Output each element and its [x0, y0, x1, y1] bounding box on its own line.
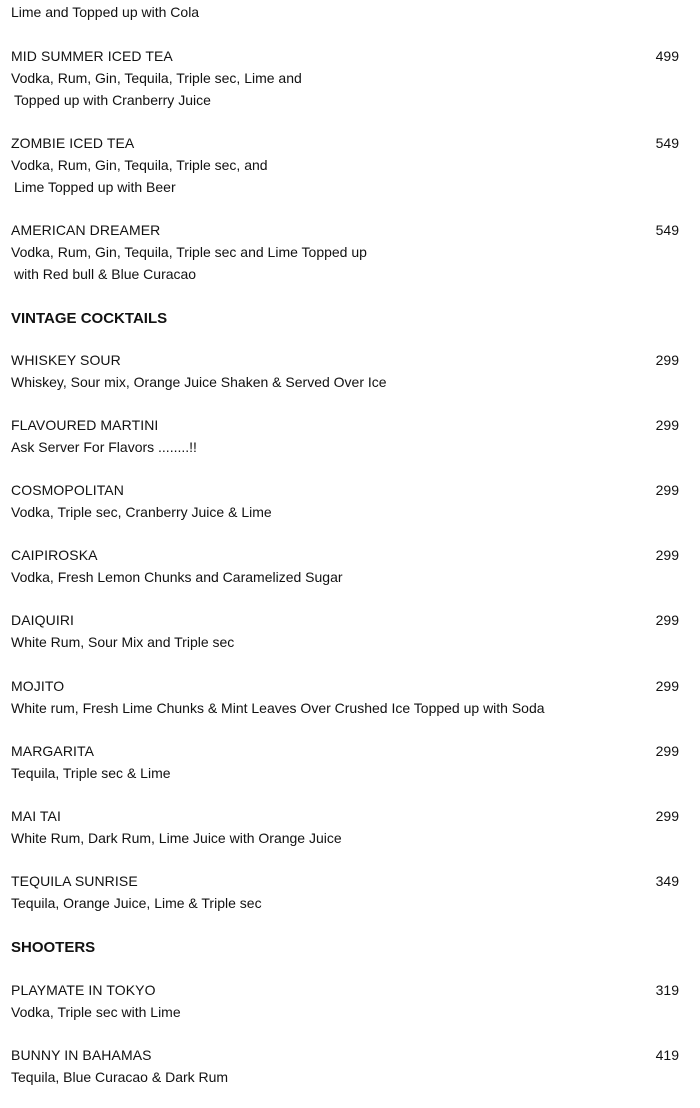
- item-description: Tequila, Orange Juice, Lime & Triple sec: [11, 895, 262, 911]
- item-description: White Rum, Dark Rum, Lime Juice with Orange Juice: [11, 830, 342, 846]
- section-title-vintage-cocktails: VINTAGE COCKTAILS: [11, 310, 168, 327]
- item-price: 299: [655, 678, 679, 694]
- item-price: 349: [655, 873, 679, 889]
- item-description: White Rum, Sour Mix and Triple sec: [11, 634, 235, 650]
- item-price: 549: [655, 222, 679, 238]
- item-name: FLAVOURED MARTINI: [11, 417, 159, 433]
- item-price: 299: [655, 612, 679, 628]
- item-price: 299: [655, 482, 679, 498]
- item-description: Vodka, Rum, Gin, Tequila, Triple sec and Lime Topped up: [11, 244, 367, 260]
- item-description-continued: Lime and Topped up with Cola: [11, 4, 200, 20]
- item-description: Vodka, Fresh Lemon Chunks and Caramelized Sugar: [11, 569, 343, 585]
- item-price: 499: [655, 48, 679, 64]
- item-name: MID SUMMER ICED TEA: [11, 48, 173, 64]
- item-name: MARGARITA: [11, 743, 95, 759]
- item-description: Vodka, Rum, Gin, Tequila, Triple sec, and: [11, 157, 268, 173]
- item-name: TEQUILA SUNRISE: [11, 873, 138, 889]
- section-title-shooters: SHOOTERS: [11, 939, 96, 956]
- item-description: Tequila, Blue Curacao & Dark Rum: [11, 1069, 229, 1085]
- item-description: Ask Server For Flavors ........!!: [11, 439, 197, 455]
- item-description: Tequila, Triple sec & Lime: [11, 765, 171, 781]
- item-price: 299: [655, 808, 679, 824]
- item-price: 319: [655, 982, 679, 998]
- item-name: CAIPIROSKA: [11, 547, 98, 563]
- item-price: 299: [655, 352, 679, 368]
- item-name: AMERICAN DREAMER: [11, 222, 161, 238]
- item-name: COSMOPOLITAN: [11, 482, 124, 498]
- item-description: Whiskey, Sour mix, Orange Juice Shaken & Served Over Ice: [11, 374, 387, 390]
- item-name: WHISKEY SOUR: [11, 352, 121, 368]
- item-description: with Red bull & Blue Curacao: [14, 266, 197, 282]
- item-name: BUNNY IN BAHAMAS: [11, 1047, 152, 1063]
- item-description: Vodka, Triple sec with Lime: [11, 1004, 181, 1020]
- item-description: Vodka, Rum, Gin, Tequila, Triple sec, Lime and: [11, 70, 302, 86]
- item-name: MAI TAI: [11, 808, 61, 824]
- item-name: DAIQUIRI: [11, 612, 75, 628]
- item-description: Vodka, Triple sec, Cranberry Juice & Lime: [11, 504, 272, 520]
- item-name: MOJITO: [11, 678, 65, 694]
- item-name: PLAYMATE IN TOKYO: [11, 982, 156, 998]
- item-description: Lime Topped up with Beer: [14, 179, 176, 195]
- item-price: 299: [655, 547, 679, 563]
- item-description: White rum, Fresh Lime Chunks & Mint Leaves Over Crushed Ice Topped up with Soda: [11, 700, 545, 716]
- item-price: 419: [655, 1047, 679, 1063]
- item-name: ZOMBIE ICED TEA: [11, 135, 135, 151]
- item-description: Topped up with Cranberry Juice: [14, 92, 211, 108]
- item-price: 549: [655, 135, 679, 151]
- item-price: 299: [655, 743, 679, 759]
- item-price: 299: [655, 417, 679, 433]
